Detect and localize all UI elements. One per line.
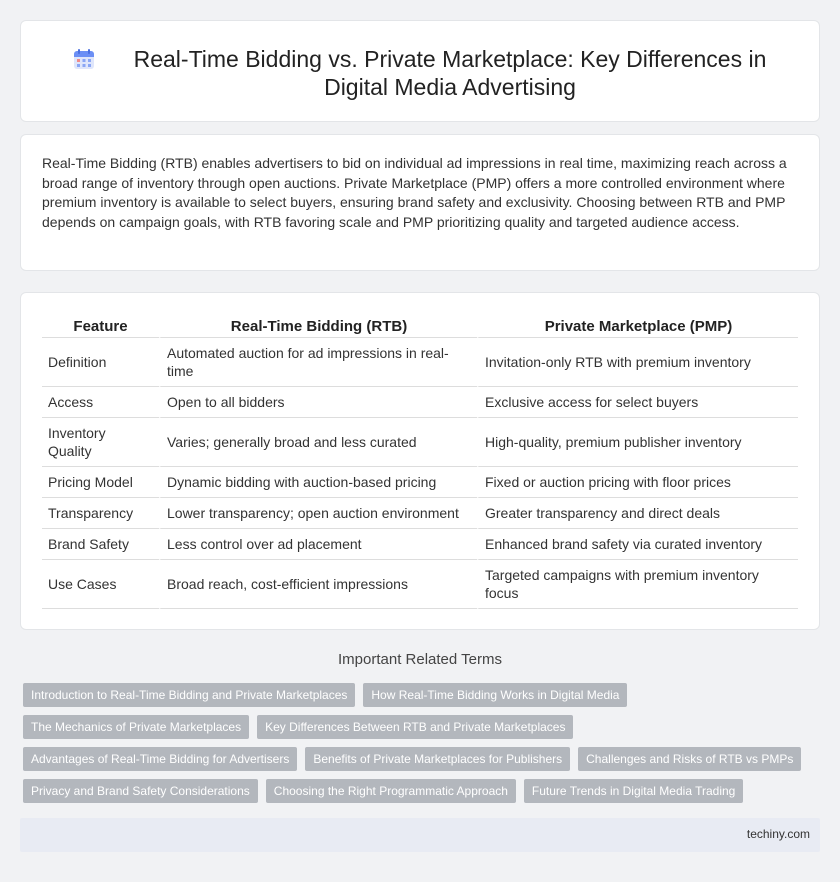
header-card <box>20 20 820 122</box>
footer <box>20 818 820 852</box>
table-cell: Targeted campaigns with premium inventory focus <box>477 560 798 609</box>
table-cell: Fixed or auction pricing with floor prices <box>477 467 798 498</box>
table-cell: Inventory Quality <box>42 418 159 467</box>
column-header: Private Marketplace (PMP) <box>477 312 798 338</box>
table-cell: Exclusive access for select buyers <box>477 387 798 418</box>
calendar-icon <box>73 48 95 70</box>
table-cell: Lower transparency; open auction environment <box>159 498 477 529</box>
tag-row <box>23 747 823 771</box>
intro-text: Real-Time Bidding (RTB) enables advertisers to bid on individual ad impressions in real time, maximizing reach across a broad range of inventory through open auctions. Private Marketplace (PMP) offers a more controlled environment where premium inventory is available to select buyers, ensuring brand safety and exclusivity. Choosing between RTB and PMP depends on campaign goals, with RTB favoring scale and PMP prioritizing quality and targeted audience access. <box>42 155 787 230</box>
table-cell: Automated auction for ad impressions in real-time <box>159 338 477 387</box>
table-header-row <box>42 312 798 338</box>
tag-row <box>23 779 823 803</box>
page-title: Real-Time Bidding vs. Private Marketplace: Key Differences in Digital Media Advertising <box>133 46 767 100</box>
table-cell: Use Cases <box>42 560 159 609</box>
table-row <box>42 560 798 609</box>
table-row <box>42 529 798 560</box>
related-term-tag[interactable]: Benefits of Private Marketplaces for Publishers <box>305 747 570 771</box>
footer-brand[interactable]: techiny.com <box>746 827 810 841</box>
table-cell: Enhanced brand safety via curated inventory <box>477 529 798 560</box>
related-term-tag[interactable]: The Mechanics of Private Marketplaces <box>23 715 249 739</box>
table-cell: Less control over ad placement <box>159 529 477 560</box>
related-term-tag[interactable]: Introduction to Real-Time Bidding and Private Marketplaces <box>23 683 355 707</box>
column-header: Feature <box>42 312 159 338</box>
table-row <box>42 498 798 529</box>
table-cell: Open to all bidders <box>159 387 477 418</box>
table-cell: Pricing Model <box>42 467 159 498</box>
intro-card <box>20 134 820 271</box>
tag-row <box>23 683 823 707</box>
table-cell: Brand Safety <box>42 529 159 560</box>
table-row <box>42 418 798 467</box>
table-cell: Dynamic bidding with auction-based pricing <box>159 467 477 498</box>
table-row <box>42 467 798 498</box>
table-cell: Invitation-only RTB with premium inventory <box>477 338 798 387</box>
tag-row <box>23 715 823 739</box>
related-terms-title: Important Related Terms <box>338 651 502 668</box>
table-cell: Broad reach, cost-efficient impressions <box>159 560 477 609</box>
table-cell: Transparency <box>42 498 159 529</box>
related-terms-list <box>23 683 823 811</box>
related-term-tag[interactable]: Key Differences Between RTB and Private Marketplaces <box>257 715 573 739</box>
table-cell: Greater transparency and direct deals <box>477 498 798 529</box>
table-row <box>42 387 798 418</box>
comparison-card <box>20 292 820 630</box>
related-term-tag[interactable]: Future Trends in Digital Media Trading <box>524 779 743 803</box>
table-cell: Access <box>42 387 159 418</box>
related-term-tag[interactable]: Advantages of Real-Time Bidding for Advertisers <box>23 747 297 771</box>
related-term-tag[interactable]: How Real-Time Bidding Works in Digital Media <box>363 683 627 707</box>
related-term-tag[interactable]: Choosing the Right Programmatic Approach <box>266 779 516 803</box>
related-term-tag[interactable]: Privacy and Brand Safety Considerations <box>23 779 258 803</box>
column-header: Real-Time Bidding (RTB) <box>159 312 477 338</box>
comparison-table <box>42 312 798 609</box>
table-cell: High-quality, premium publisher inventory <box>477 418 798 467</box>
table-row <box>42 338 798 387</box>
table-cell: Varies; generally broad and less curated <box>159 418 477 467</box>
table-cell: Definition <box>42 338 159 387</box>
related-term-tag[interactable]: Challenges and Risks of RTB vs PMPs <box>578 747 801 771</box>
